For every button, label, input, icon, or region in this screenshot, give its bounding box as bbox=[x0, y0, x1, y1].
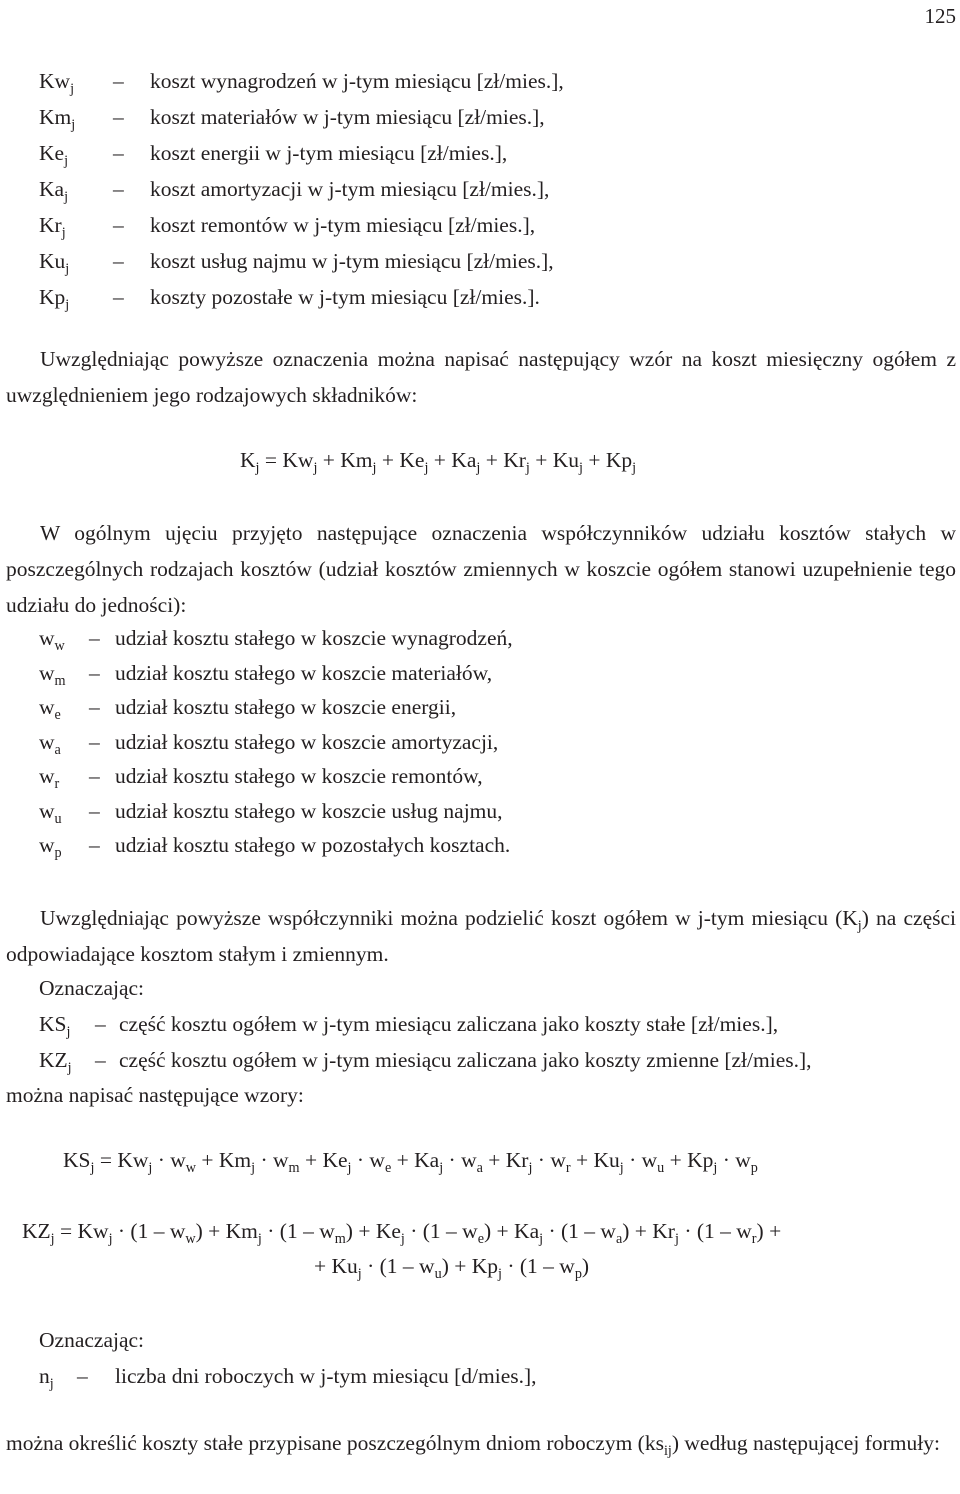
nj-dash: – bbox=[77, 1364, 88, 1388]
kz-dash: – bbox=[95, 1048, 106, 1072]
mozna-napisac-label: można napisać następujące wzory: bbox=[6, 1083, 304, 1107]
ks-description: część kosztu ogółem w j-tym miesiącu zaliczana jako koszty stałe [zł/mies.], bbox=[119, 1012, 779, 1036]
cost-description: koszt energii w j-tym miesiącu [zł/mies.], bbox=[150, 141, 508, 165]
cost-symbol: $Ka_j$ bbox=[39, 177, 69, 205]
definition-dash: – bbox=[89, 695, 100, 719]
coefficient-description: udział kosztu stałego w koszcie wynagrodzeń, bbox=[115, 626, 513, 650]
definition-dash: – bbox=[113, 105, 124, 129]
cost-description: koszt usług najmu w j-tym miesiącu [zł/mies.], bbox=[150, 249, 554, 273]
coefficient-symbol: $w_e$ bbox=[39, 695, 61, 723]
oznaczajac-label: Oznaczając: bbox=[39, 976, 145, 1000]
ks-symbol: $KS_j$ bbox=[39, 1012, 71, 1040]
cost-symbol: $Kp_j$ bbox=[39, 285, 70, 313]
definition-dash: – bbox=[113, 141, 124, 165]
cost-symbol: $Kr_j$ bbox=[39, 213, 66, 241]
definition-dash: – bbox=[113, 249, 124, 273]
cost-description: koszty pozostałe w j-tym miesiącu [zł/mies.]. bbox=[150, 285, 540, 309]
coefficient-description: udział kosztu stałego w koszcie energii, bbox=[115, 695, 457, 719]
ks-dash: – bbox=[95, 1012, 106, 1036]
cost-description: koszt materiałów w j-tym miesiącu [zł/mies.], bbox=[150, 105, 545, 129]
cost-symbol: $Ku_j$ bbox=[39, 249, 70, 277]
paragraph-split-cost bbox=[6, 900, 956, 972]
definition-dash: – bbox=[89, 660, 100, 685]
definition-dash: – bbox=[89, 729, 100, 754]
formula-variable-cost-line2: + $Ku_j \cdot (1 - w_u) + Kp_j \cdot (1 - w_p)$ bbox=[314, 1254, 590, 1282]
coefficient-symbol: $w_u$ bbox=[39, 798, 62, 827]
coefficient-symbol: $w_m$ bbox=[39, 660, 66, 689]
ks-definition bbox=[39, 1006, 959, 1042]
paragraph-final bbox=[6, 1425, 956, 1461]
coefficient-description: udział kosztu stałego w pozostałych kosztach. bbox=[115, 833, 511, 857]
definition-dash: – bbox=[113, 177, 124, 201]
cost-description: koszt amortyzacji w j-tym miesiącu [zł/mies.], bbox=[150, 177, 550, 201]
paragraph-split-cost-text-2: ) na części odpowiadające kosztom stałym i zmiennym. bbox=[6, 906, 956, 966]
paragraph-final-text-1: można określić koszty stałe przypisane poszczególnym dniom roboczym (ks bbox=[6, 1431, 664, 1455]
nj-definition bbox=[39, 1358, 959, 1394]
coefficient-symbol: $w_p$ bbox=[39, 833, 62, 861]
coefficient-description: udział kosztu stałego w koszcie materiałów, bbox=[115, 660, 493, 685]
kz-description: część kosztu ogółem w j-tym miesiącu zaliczana jako koszty zmienne [zł/mies.], bbox=[119, 1048, 812, 1072]
definition-dash: – bbox=[113, 285, 124, 309]
paragraph-intro-formula: Uwzględniając powyższe oznaczenia można napisać następujący wzór na koszt miesięczny ogółem z uwzględnieniem jego rodzajowych składników: bbox=[6, 347, 956, 407]
nj-description: liczba dni roboczych w j-tym miesiącu [d/mies.], bbox=[115, 1364, 537, 1388]
paragraph-final-text-2: ) według następującej formuły: bbox=[671, 1431, 940, 1455]
page-number: 125 bbox=[924, 4, 956, 28]
oznaczajac-label-2: Oznaczając: bbox=[39, 1328, 145, 1352]
definition-dash: – bbox=[89, 764, 100, 788]
paragraph-final-sub: ij bbox=[663, 1442, 672, 1459]
kz-symbol: $KZ_j$ bbox=[39, 1048, 72, 1076]
paragraph-split-cost-text-1: Uwzględniając powyższe współczynniki można podzielić koszt ogółem w j-tym miesiącu (K bbox=[40, 906, 858, 930]
cost-symbol: $Km_j$ bbox=[39, 105, 76, 133]
coefficient-description: udział kosztu stałego w koszcie amortyzacji, bbox=[115, 729, 499, 754]
formula-variable-cost-line1: $KZ_j = Kw_j \cdot (1 - w_w) + Km_j \cdot (1 - w_m) + Ke_j \cdot (1 - w_e) + Ka_j \cdot (1 - w_a) + Kr_j \cdot (1 - w_r)$ + bbox=[22, 1219, 782, 1247]
kz-definition bbox=[39, 1042, 959, 1078]
definition-dash: – bbox=[89, 798, 100, 823]
cost-description: koszt wynagrodzeń w j-tym miesiącu [zł/mies.], bbox=[150, 69, 564, 93]
coefficient-description: udział kosztu stałego w koszcie usług najmu, bbox=[115, 798, 503, 823]
paragraph-split-cost-sub: j bbox=[857, 917, 862, 934]
paragraph-coefficients-intro: W ogólnym ujęciu przyjęto następujące oznaczenia współczynników udziału kosztów stałych w poszczególnych rodzajach kosztów (udział kosztów zmiennych w koszcie ogółem stanowi uzupełnienie tego udziału do jedności): bbox=[6, 521, 956, 617]
coefficient-symbol: $w_r$ bbox=[39, 764, 60, 792]
nj-symbol: $n_j$ bbox=[39, 1364, 54, 1392]
coefficient-symbol: $w_a$ bbox=[39, 729, 61, 758]
coefficient-description: udział kosztu stałego w koszcie remontów, bbox=[115, 764, 483, 788]
definition-dash: – bbox=[89, 833, 100, 857]
formula-fixed-cost: $KS_j = Kw_j \cdot w_w + Km_j \cdot w_m + Ke_j \cdot w_e + Ka_j \cdot w_a + Kr_j \cdot w_r + Ku_j \cdot w_u + Kp_j \cdot w_p$ bbox=[63, 1148, 758, 1176]
coefficient-symbol: $w_w$ bbox=[39, 626, 65, 654]
definition-dash: – bbox=[89, 626, 100, 650]
cost-description: koszt remontów w j-tym miesiącu [zł/mies.], bbox=[150, 213, 536, 237]
definition-dash: – bbox=[113, 213, 124, 237]
cost-symbol: $Ke_j$ bbox=[39, 141, 69, 169]
formula-total-cost: $K_j = Kw_j + Km_j + Ke_j + Ka_j + Kr_j + Ku_j + Kp_j$ bbox=[240, 448, 637, 476]
cost-symbol: $Kw_j$ bbox=[39, 69, 75, 97]
definition-dash: – bbox=[113, 69, 124, 93]
